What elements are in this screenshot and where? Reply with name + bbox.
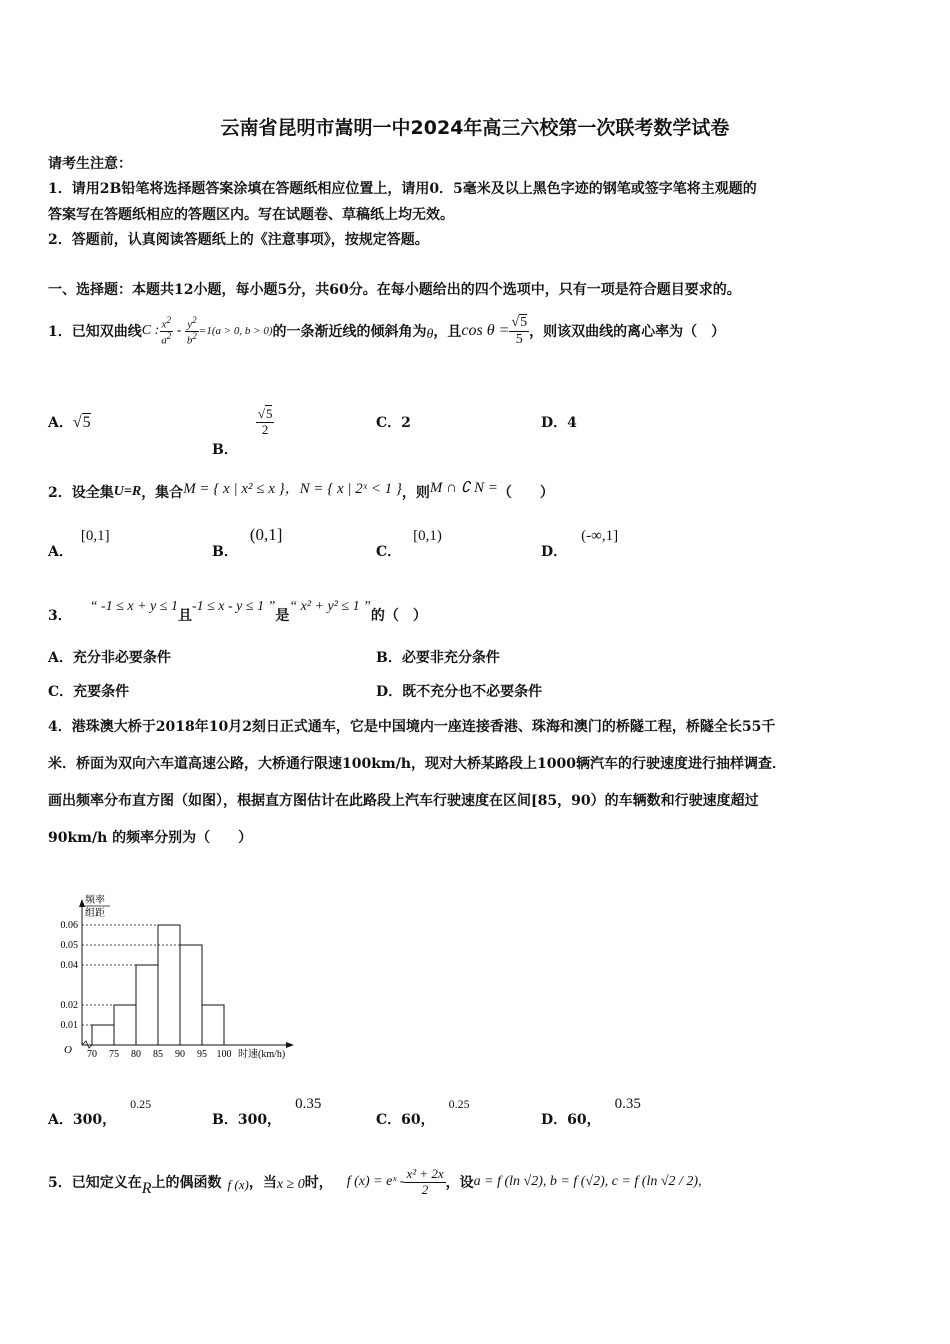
q2-then: ，则 [401,485,430,501]
q5-even: 上的偶函数 [151,1175,222,1191]
q5-let: ，设 [445,1175,474,1191]
q5-prefix: 5．已知定义在 [48,1175,142,1191]
q4-line-3: 画出频率分布直方图（如图），根据直方图估计在此路段上汽车行驶速度在区间[85，90）的车辆数和行驶速度超过 [48,793,759,809]
q5-abc: a = f (ln √2), b = f (√2), c = f (ln √2 / 2), [473,1174,702,1189]
section-heading: 一、选择题：本题共12小题，每小题5分，共60分。在每小题给出的四个选项中，只有一项是符合题目要求的。 [48,282,741,298]
q3-is: 是 [275,608,290,624]
x-tick-label-5: 95 [197,1049,207,1060]
q3-cond-3: “ x² + y² ≤ 1 ” [289,599,371,614]
q3-option-d[interactable]: D．既不充分也不必要条件 [376,684,543,700]
q2-options [48,525,908,565]
q2-paren: （ ） [497,485,554,501]
notice-line-1b: 答案写在答题纸相应的答题区内。写在试题卷、草稿纸上均无效。 [48,207,454,223]
q4-option-b[interactable]: B．300，0.35 [212,1096,322,1128]
q1-cos-frac: $\frac{√5}{5}$ [511,315,528,347]
q4-line-4: 90km/h 的频率分别为（ ） [48,830,253,846]
q1-eq-tail: =1(a > 0, b > 0) [198,325,273,337]
q3-cond-2: -1 ≤ x - y ≤ 1 ” [191,599,276,614]
x-tick-label-4: 90 [175,1049,185,1060]
q1-frac-x: $\frac{x^2}{a^2}$ [161,314,172,347]
q3-and: 且 [177,608,192,624]
q5-func: f (x) = eˣ - [346,1174,405,1189]
q2-prefix: 2．设全集 [48,485,114,501]
q2-option-c[interactable]: C．[0,1) [376,528,442,560]
q2-option-d[interactable]: D．(-∞,1] [541,528,619,560]
frequency-histogram [40,885,320,1065]
histogram-bar-5 [202,1005,224,1045]
q3-option-c[interactable]: C．充要条件 [48,684,130,700]
question-5 [48,1157,702,1207]
x-axis-arrow [286,1042,294,1048]
page-title: 云南省昆明市嵩明一中2024年高三六校第一次联考数学试卷 [220,117,730,139]
q3-num: 3． [48,608,72,624]
x-tick-label-6: 100 [216,1049,232,1060]
y-tick-label-0: 0.01 [60,1020,78,1031]
q1-and: ，且 [433,324,462,340]
q2-expr: M ∩ ∁ N = [429,479,498,496]
histogram-bar-0 [92,1025,114,1045]
q2-universal: U=R [113,484,142,499]
y-tick-label-2: 0.04 [60,960,78,971]
q1-cos: cos θ = [461,322,510,339]
q1-end: ，则该双曲线的离心率为（ ） [529,324,726,340]
q5-time: 时， [304,1175,333,1191]
q1-option-c[interactable]: C．2 [376,415,411,431]
q4-option-d[interactable]: D．60，0.35 [541,1096,641,1128]
y-tick-label-3: 0.05 [60,940,78,951]
q1-theta: θ [426,327,434,342]
y-tick-label-1: 0.02 [60,1000,78,1011]
q1-option-b[interactable]: B． $\frac{√5}{2}$ [212,406,273,458]
q4-option-c[interactable]: C．60，0.25 [376,1097,470,1128]
y-tick-label-4: 0.06 [60,920,78,931]
q5-r: R [141,1180,152,1197]
x-tick-label-3: 85 [153,1049,163,1060]
q1-option-a[interactable]: A．√5 [48,414,91,431]
q3-end: 的（ ） [370,608,427,624]
notice-line-2: 2．答题前，认真阅读答题纸上的《注意事项》，按规定答题。 [48,232,429,248]
histogram-bar-2 [136,965,158,1045]
question-1: 1．已知双曲线 C : $\frac{x^2}{a^2}$ - $\frac{y^2}{b^2}$ =1(a > 0, b > 0) 的一条渐近线的倾斜角为 θ ，且 cos θ = $\frac{√5}{5}$ ，则该双曲线的离心率为（ ） [48,314,726,347]
q3-option-b[interactable]: B．必要非充分条件 [376,650,500,666]
notice-heading: 请考生注意： [48,156,132,172]
x-tick-label-2: 80 [131,1049,141,1060]
q1-prefix: 1．已知双曲线 [48,324,142,340]
q4-line-1: 4．港珠澳大桥于2018年10月2刻日正式通车，它是中国境内一座连接香港、珠海和澳门的桥隧工程，桥隧全长55千 [48,719,776,735]
q3-option-a[interactable]: A．充分非必要条件 [48,650,171,666]
q5-fx: f (x) [227,1177,249,1192]
x-tick-label-0: 70 [87,1049,97,1060]
q5-func-frac: $\frac{\text{x² + 2x}}{2}$ [406,1166,444,1197]
q1-options [48,385,908,458]
y-axis-label-bottom: 组距 [85,908,105,919]
x-tick-label-1: 75 [109,1049,119,1060]
q2-option-b[interactable]: B．(0,1] [212,525,283,560]
q1-frac-y: $\frac{y^2}{b^2}$ [186,314,197,347]
q4-option-a[interactable]: A．300，0.25 [48,1097,152,1128]
y-axis-label-top: 频率 [85,895,105,906]
q1-mid: 的一条渐近线的倾斜角为 [272,324,427,340]
x-axis-title: 时速(km/h) [238,1049,286,1060]
question-3 [48,589,427,625]
question-2 [48,472,554,502]
notice-line-1a: 1．请用2B铅笔将选择题答案涂填在答题纸相应位置上，请用0．5毫米及以上黑色字迹的钢笔或签字笔将主观题的 [48,181,757,197]
q3-cond-1: “ -1 ≤ x + y ≤ 1 [89,599,178,614]
histogram-bar-1 [114,1005,136,1045]
q2-option-a[interactable]: A．[0,1] [48,528,110,560]
q2-sets: ，集合 [141,485,184,501]
q2-set-def: M = { x | x² ≤ x }，N = { x | 2ˣ < 1 } [183,480,402,497]
origin-label: O [64,1044,72,1056]
q1-curve-label: C : [141,323,160,338]
histogram-bar-3 [158,925,180,1045]
q5-when: ，当 [248,1175,277,1191]
q5-cond: x ≥ 0 [276,1177,305,1192]
q4-line-2: 米．桥面为双向六车道高速公路，大桥通行限速100km/h，现对大桥某路段上1000辆汽车的行驶速度进行抽样调查． [48,756,786,772]
q1-option-d[interactable]: D．4 [541,415,577,431]
histogram-bar-4 [180,945,202,1045]
q4-options [48,1093,908,1133]
